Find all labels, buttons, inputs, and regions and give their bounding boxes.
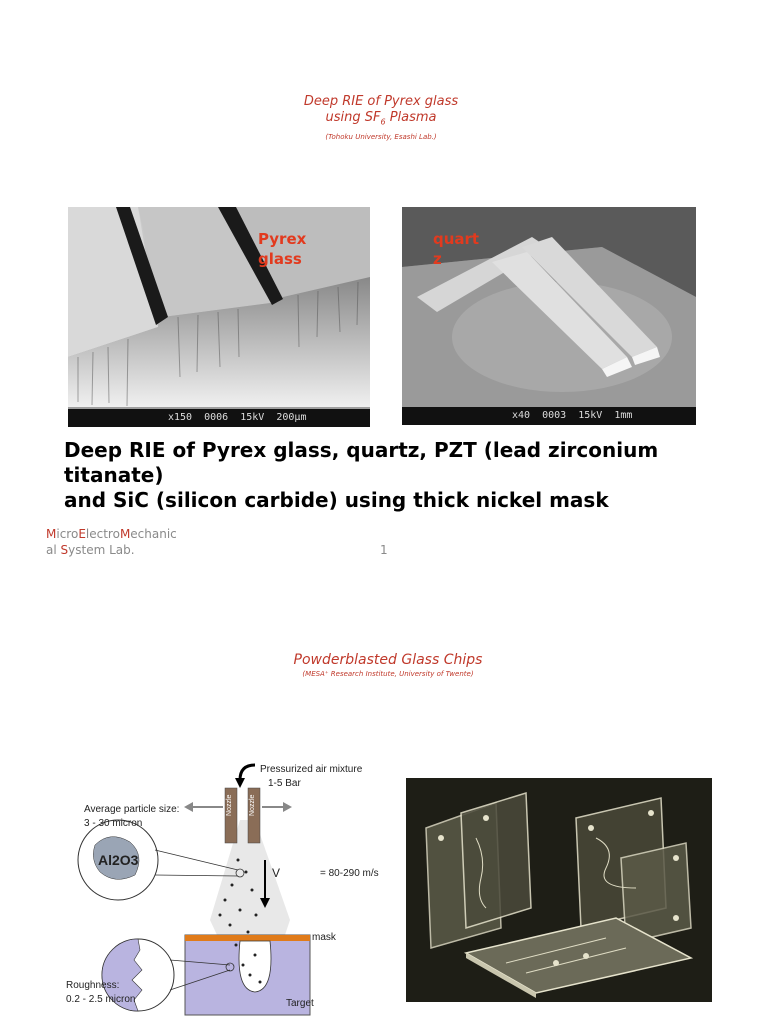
quartz-label: quart z bbox=[433, 230, 480, 268]
roughness-label: Roughness: bbox=[66, 980, 120, 991]
alumina-label: Al2O3 bbox=[98, 852, 139, 868]
slide1-title-line1: Deep RIE of Pyrex glass bbox=[303, 94, 459, 109]
particle-size-value: 3 - 30 micron bbox=[84, 818, 143, 829]
lab-line1: MicroElectroMechanic bbox=[46, 527, 177, 541]
pyrex-glass-label: Pyrex glass bbox=[258, 230, 307, 268]
pressure-label: 1-5 Bar bbox=[268, 778, 301, 789]
velocity-symbol: V bbox=[272, 866, 281, 880]
caption-line1: Deep RIE of Pyrex glass, quartz, PZT (lead zirconium bbox=[64, 438, 659, 462]
glass-chips-photo bbox=[406, 778, 712, 1002]
slide2-title: Powderblasted Glass Chips bbox=[293, 652, 483, 668]
pressurized-label: Pressurized air mixture bbox=[260, 764, 363, 775]
nozzle-right-label: Nozzle bbox=[249, 794, 256, 816]
slide1-title bbox=[0, 94, 762, 131]
powderblast-diagram bbox=[60, 760, 390, 1020]
lab-line2: al System Lab. bbox=[46, 543, 135, 557]
particle-size-label: Average particle size: bbox=[84, 804, 180, 815]
quartz-scalebar: x40 0003 15kV 1mm bbox=[402, 407, 696, 425]
slide1-title-line2: using $SF_6$ Plasma bbox=[325, 110, 437, 127]
pyrex-scalebar: x150 0006 15kV 200µm bbox=[68, 409, 370, 427]
mask-label: mask bbox=[312, 932, 336, 943]
caption-line2: titanate) bbox=[64, 463, 164, 487]
sem-image-pyrex bbox=[68, 207, 370, 427]
nozzle-left-label: Nozzle bbox=[226, 794, 233, 816]
caption-line3: and SiC (silicon carbide) using thick nickel mask bbox=[64, 488, 609, 512]
slide1-source: (Tohoku University, Esashi Lab.) bbox=[325, 133, 437, 141]
slide1-caption bbox=[64, 438, 764, 513]
page-number: 1 bbox=[380, 543, 388, 557]
target-label: Target bbox=[286, 998, 314, 1009]
roughness-value: 0.2 - 2.5 micron bbox=[66, 994, 136, 1005]
sem-image-quartz bbox=[402, 207, 696, 425]
slide2-source: (MESA⁺ Research Institute, University of Twente) bbox=[302, 670, 474, 678]
lab-footer bbox=[46, 526, 177, 558]
velocity-label: = 80-290 m/s bbox=[320, 868, 379, 879]
